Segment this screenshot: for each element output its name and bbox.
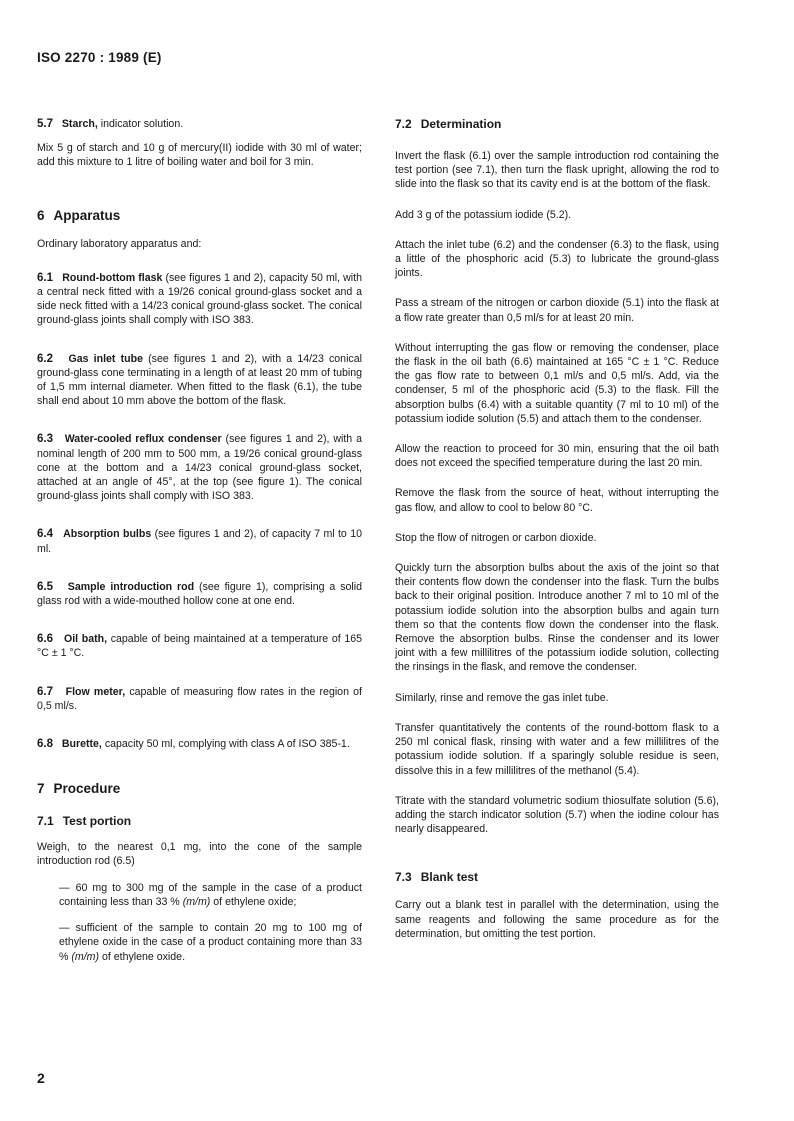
determination-p6: Allow the reaction to proceed for 30 min, ensuring that the oil bath does not exceed the specified temperature during the last 20 min. [395,443,719,470]
determination-p11: Transfer quantitatively the contents of the round-bottom flask to a 250 ml conical flask, rinsing with water and a few millilitres of the potassium iodide solution. If a sparingly soluble residue is seen, dissolve this in a few millilitres of the methanol (5.4). [395,721,719,777]
clause-7-1-intro: Weigh, to the nearest 0,1 mg, into the cone of the sample introduction rod (6.5) [37,841,362,868]
clause-5-7: 5.7 Starch, indicator solution. [37,118,184,130]
clause-6-3: 6.3 Water-cooled reflux condenser (see figures 1 and 2), with a nominal length of 200 mm to 500 mm, a 19/26 conical ground-glass cone at the bottom and a 14/23 conical ground-glass socket, attached at an angle of 45°, at the top (see figure 1). The conical ground-glass joints shall comply with ISO 383. [37,433,362,503]
left-column [37,117,362,976]
determination-p7: Remove the flask from the source of heat, without interrupting the gas flow, and allow to cool to below 80 °C. [395,487,719,514]
section-7-heading: 7 Procedure [37,781,121,797]
section-6-heading: 6 Apparatus [37,207,121,223]
clause-6-8: 6.8 Burette, capacity 50 ml, complying with class A of ISO 385-1. [37,738,350,751]
determination-p9: Quickly turn the absorption bulbs about the axis of the joint so that their contents flow down the condenser into the flask. Turn the bulbs back to their original position. Introduce another 7 ml to 10 ml of the potassium iodide solution into the absorption bulbs and again turn them so that the contents flow down the condenser into the flask. Remove the absorption bulbs. Rinse the condenser and its lower joint with a few millilitres of the potassium iodide solution, collecting the rinsings in the flask, and remove the condenser. [395,562,719,674]
clause-7-1-heading: 7.1 Test portion [37,814,132,829]
clause-7-2-heading: 7.2 Determination [395,117,502,131]
determination-p5: Without interrupting the gas flow or removing the condenser, place the flask in the oil bath (6.6) maintained at 165 °C ± 1 °C. Reduce the gas flow rate to between 0,1 ml/s and 0,5 ml/s. Add, via the condenser, 5 ml of the phosphoric acid (5.3) to the flask. Fill the absorption bulbs (6.4) with a suitable quantity (7 ml to 10 ml) of the potassium iodide solution (5.5) and attach them to the condenser. [395,341,719,425]
clause-6-6: 6.6 Oil bath, capable of being maintained at a temperature of 165 °C ± 1 °C. [37,633,362,660]
clause-5-7-text: Mix 5 g of starch and 10 g of mercury(II) iodide with 30 ml of water; add this mixture to 1 litre of boiling water and boil for 3 min. [37,142,362,169]
test-portion-item-1: — 60 mg to 300 mg of the sample in the case of a product containing less than 33 % (m/m) of ethylene oxide; [59,881,362,908]
right-column [395,117,719,957]
clause-6-2: 6.2 Gas inlet tube (see figures 1 and 2), with a 14/23 conical ground-glass cone terminating in a length of at least 20 mm of tubing of 1,5 mm internal diameter. When fitted to the flask (6.1), the tube shall end about 10 mm above the bottom of the flask. [37,352,362,408]
clause-6-4: 6.4 Absorption bulbs (see figures 1 and 2), of capacity 7 ml to 10 ml. [37,528,362,555]
clause-6-5: 6.5 Sample introduction rod (see figure 1), comprising a solid glass rod with a wide-mouthed hollow cone at one end. [37,580,362,608]
determination-p3: Attach the inlet tube (6.2) and the condenser (6.3) to the flask, using a little of the phosphoric acid (5.3) to lubricate the ground-glass joints. [395,238,719,280]
clause-6-1: 6.1 Round-bottom flask (see figures 1 and 2), capacity 50 ml, with a central neck fitted with a 19/26 conical ground-glass socket and a side neck fitted with a 14/23 conical ground-glass socket. The conical ground-glass joints shall comply with ISO 383. [37,271,362,327]
blank-test-text: Carry out a blank test in parallel with the determination, using the same reagents and following the same procedure as for the determination, but omitting the test portion. [395,899,719,940]
determination-p2: Add 3 g of the potassium iodide (5.2). [395,208,572,221]
clause-6-7: 6.7 Flow meter, capable of measuring flow rates in the region of 0,5 ml/s. [37,685,363,712]
test-portion-item-2: — sufficient of the sample to contain 20 mg to 100 mg of ethylene oxide in the case of a product containing more than 33 % (m/m) of ethylene oxide. [59,922,362,963]
determination-p4: Pass a stream of the nitrogen or carbon dioxide (5.1) into the flask at a flow rate greater than 0,5 ml/s for at least 20 min. [395,297,719,324]
document-header: ISO 2270 : 1989 (E) [37,50,162,65]
page-number: 2 [37,1070,45,1086]
determination-p1: Invert the flask (6.1) over the sample introduction rod containing the test portion (see 7.1), then turn the flask upright, allowing the rod to slide into the flask so that its cavity end is at the bottom of the flask. [395,150,719,191]
clause-7-3-heading: 7.3 Blank test [395,870,479,885]
determination-p10: Similarly, rinse and remove the gas inlet tube. [395,691,609,704]
determination-p12: Titrate with the standard volumetric sodium thiosulfate solution (5.6), adding the starch indicator solution (5.7) when the iodine colour has nearly disappeared. [395,794,719,836]
determination-p8: Stop the flow of nitrogen or carbon dioxide. [395,531,597,544]
section-6-intro: Ordinary laboratory apparatus and: [37,237,202,250]
